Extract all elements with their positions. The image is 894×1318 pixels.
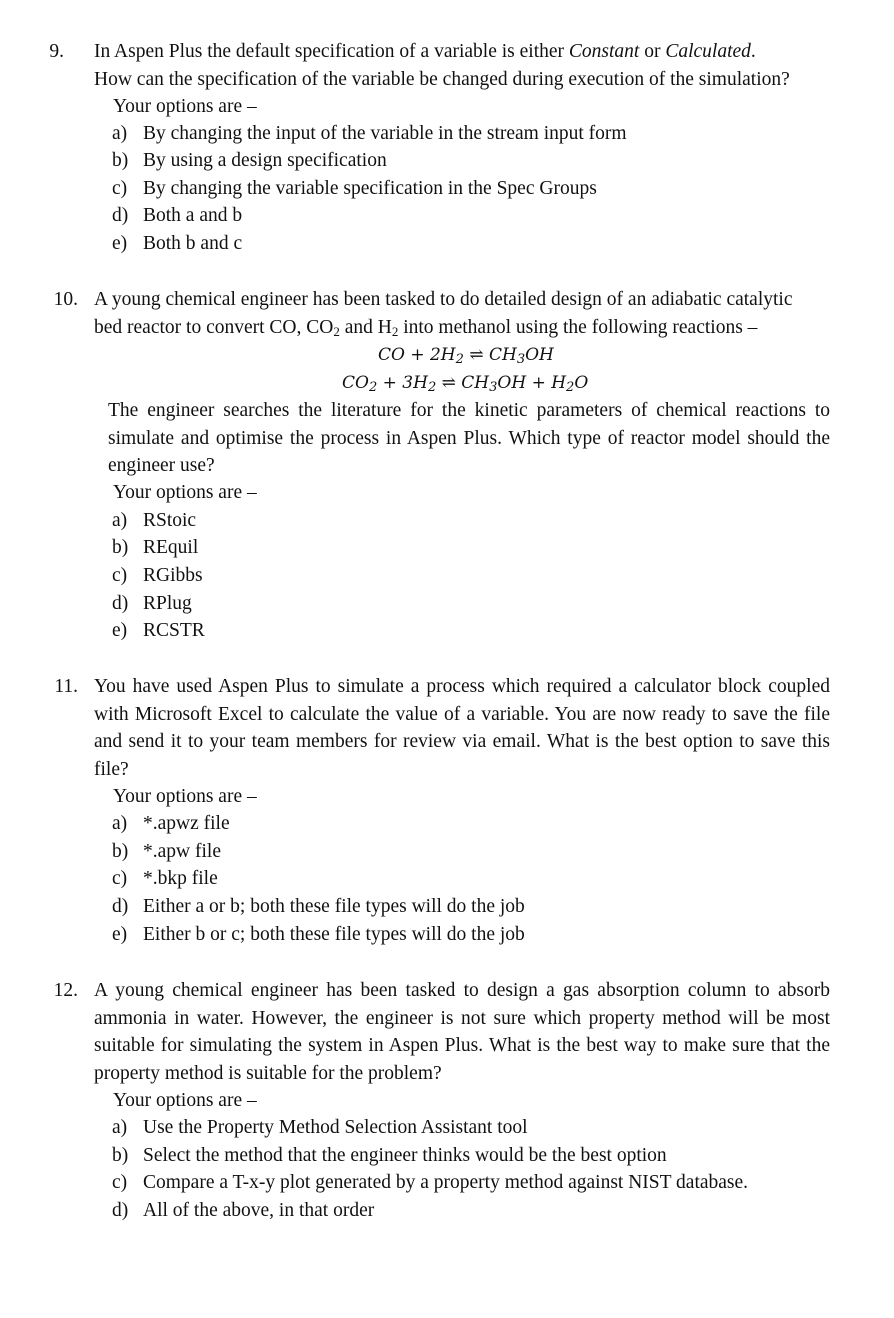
question-paragraph: The engineer searches the literature for the kinetic parameters of chemical reactions to simulate and optimise the process in Aspen Plus. Which type of reactor model should the engineer use? (108, 400, 830, 476)
question-text-line: A young chemical engineer has been tasked to do detailed design of an adiabatic catalytic (94, 289, 793, 310)
option-a: a) Use the Property Method Selection Assistant tool (112, 1117, 528, 1138)
reaction-equation-1: CO + $2H_2$ ⇌ $CH_3OH$ (378, 345, 554, 367)
question-text: You have used Aspen Plus to simulate a process which required a calculator block coupled with Microsoft Excel to calculate the value of a variable. You are now ready to save the file and send it to your team members for review via email. What is the best option to save this file? (94, 676, 830, 780)
option-d: d) Either a or b; both these file types will do the job (112, 896, 525, 917)
option-c: c) RGibbs (112, 565, 203, 586)
question-text: A young chemical engineer has been tasked to design a gas absorption column to absorb ammonia in water. However, the engineer is not sure which property method will be most suitable for simulating the system in Aspen Plus. What is the best way to make sure that the property method is suitable for the problem? (94, 980, 830, 1084)
question-text (94, 286, 830, 341)
question-number: 12. (53, 980, 78, 1001)
question-number: 11. (54, 676, 78, 697)
option-a: a) By changing the input of the variable in the stream input form (112, 123, 627, 144)
question-text-line: How can the specification of the variable be changed during execution of the simulation? (94, 68, 790, 90)
option-d: d) RPlug (112, 593, 192, 614)
option-a: a) RStoic (112, 510, 197, 531)
equilibrium-arrow-icon: ⇌ (441, 373, 456, 393)
question-number: 9. (49, 41, 64, 62)
option-c: c) Compare a T-x-y plot generated by a property method against NIST database. (112, 1172, 749, 1193)
option-b: b) REquil (112, 537, 199, 558)
options-intro: Your options are – (113, 482, 257, 503)
option-c: c) *.bkp file (112, 868, 218, 889)
option-c: c) By changing the variable specification in the Spec Groups (112, 178, 597, 199)
equilibrium-arrow-icon: ⇌ (469, 345, 484, 365)
option-d: d) All of the above, in that order (112, 1200, 375, 1221)
question-text (94, 38, 830, 93)
option-e: e) Both b and c (112, 233, 243, 254)
options-intro: Your options are – (113, 96, 257, 117)
question-text-line: In Aspen Plus the default specification of a variable is either Constant or Calculated. (94, 41, 756, 62)
option-e: e) RCSTR (112, 620, 205, 641)
option-d: d) Both a and b (112, 205, 243, 226)
option-b: b) *.apw file (112, 841, 221, 862)
options-intro: Your options are – (113, 786, 257, 807)
options-intro: Your options are – (113, 1090, 257, 1111)
option-b: b) Select the method that the engineer thinks would be the best option (112, 1145, 667, 1166)
question-text-line: bed reactor to convert CO, $CO_2$ and $H_2$ into methanol using the following reactions – (94, 316, 758, 339)
option-e: e) Either b or c; both these file types will do the job (112, 924, 525, 945)
question-number: 10. (53, 289, 78, 310)
option-a: a) *.apwz file (112, 813, 230, 834)
reaction-equation-2: $CO_2 + 3H_2$ ⇌ $CH_3OH + H_2O$ (342, 373, 589, 395)
emphasis-constant: Constant (568, 41, 640, 62)
option-b: b) By using a design specification (112, 150, 387, 171)
emphasis-calculated: Calculated (665, 41, 751, 62)
